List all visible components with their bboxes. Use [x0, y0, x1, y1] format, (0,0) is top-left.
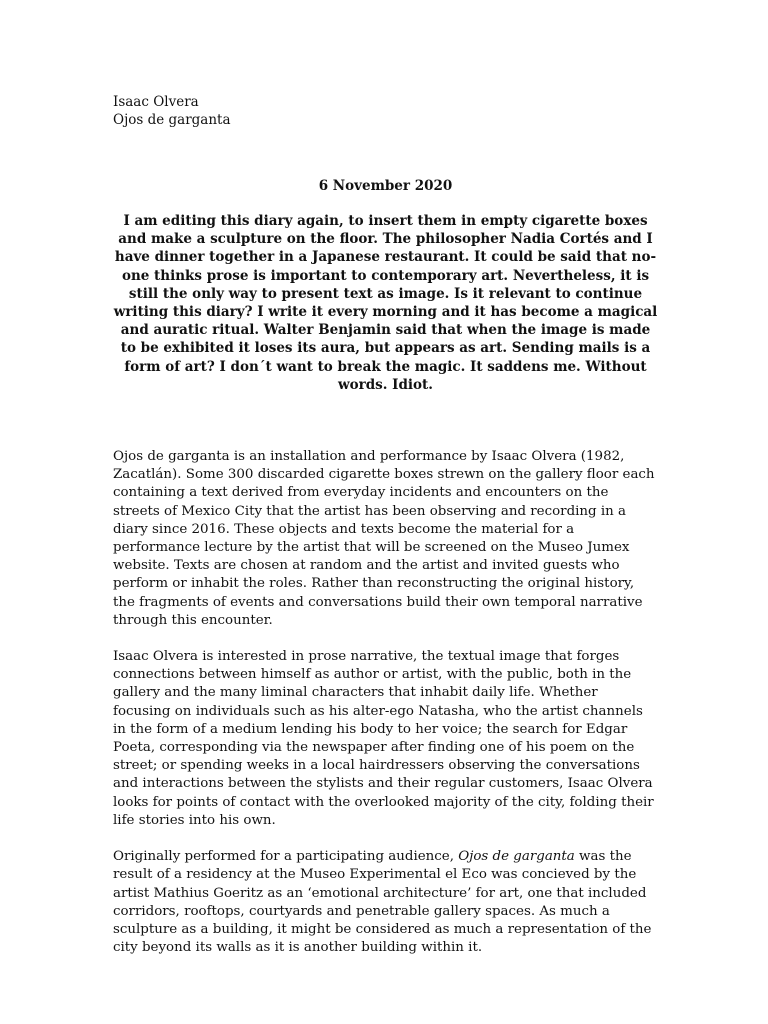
paragraph-residency-end: was the result of a residency at the Museo Experimental el Eco was concieved by the artist Mathius Goeritz as an ‘emotional architecture’ for art, one that included corridors, rooftops, courtyards and penetrable gallery spaces. As much a sculpture as a building, it might be considered as much a representation of the city beyond its walls as it is another building within it.	[113, 849, 652, 956]
paragraph-residency-title: Ojos de garganta	[458, 849, 575, 865]
document-page	[113, 93, 658, 957]
paragraph-residency-start: Originally performed for a participating audience,	[113, 849, 459, 865]
paragraph-intro: Ojos de garganta is an installation and performance by Isaac Olvera (1982, Zacatlán). Some 300 discarded cigarette boxes strewn on the gallery floor each containing a text derived from everyday incidents and encounters on the streets of Mexico City that the artist has been observing and recording in a diary since 2016. These objects and texts become the material for a performance lecture by the artist that will be screened on the Museo Jumex website. Texts are chosen at random and the artist and invited guests who perform or inhabit the roles. Rather than reconstructing the original history, the fragments of events and conversations build their own temporal narrative through this encounter.	[113, 449, 655, 628]
diary-entry: I am editing this diary again, to insert them in empty cigarette boxes and make a sculpture on the floor. The philosopher Nadia Cortés and I have dinner together in a Japanese restaurant. It could be said that no-one thinks prose is important to contemporary art. Nevertheless, it is still the only way to present text as image. Is it relevant to continue writing this diary? I write it every morning and it has become a magical and auratic ritual. Walter Benjamin said that when the image is made to be exhibited it loses its aura, but appears as art. Sending mails is a form of art? I don´t want to break the magic. It saddens me. Without words. Idiot.	[113, 213, 658, 393]
paragraph-artist-interest: Isaac Olvera is interested in prose narrative, the textual image that forges connections between himself as author or artist, with the public, both in the gallery and the many liminal characters that inhabit daily life. Whether focusing on individuals such as his alter-ego Natasha, who the artist channels in the form of a medium lending his body to her voice; the search for Edgar Poeta, corresponding via the newspaper after finding one of his poem on the street; or spending weeks in a local hairdressers observing the conversations and interactions between the stylists and their regular customers, Isaac Olvera looks for points of contact with the overlooked majority of the city, folding their life stories into his own.	[113, 649, 654, 828]
paragraph-residency	[113, 848, 658, 957]
diary-date: 6 November 2020	[318, 178, 453, 194]
work-title: Ojos de garganta	[113, 112, 231, 128]
author-name: Isaac Olvera	[113, 94, 199, 110]
